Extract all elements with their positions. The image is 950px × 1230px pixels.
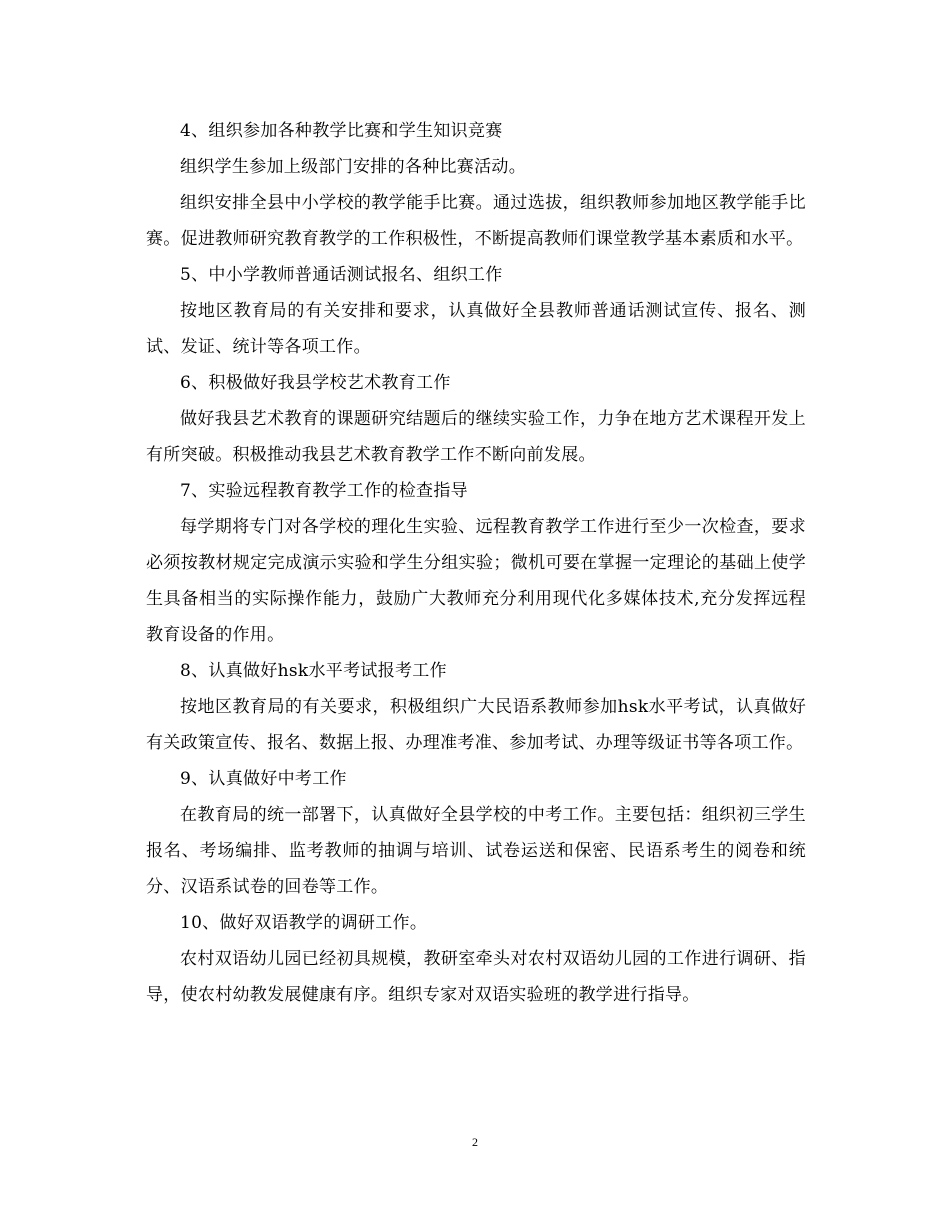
page-number: 2 — [472, 1135, 478, 1149]
paragraph: 按地区教育局的有关要求，积极组织广大民语系教师参加hsk水平考试，认真做好有关政策宣传、报名、数据上报、办理准考准、参加考试、办理等级证书等各项工作。 — [146, 697, 806, 753]
paragraph: 在教育局的统一部署下，认真做好全县学校的中考工作。主要包括：组织初三学生报名、考场编排、监考教师的抽调与培训、试卷运送和保密、民语系考生的阅卷和统分、汉语系试卷的回卷等工作。 — [146, 805, 806, 897]
document-body — [146, 113, 806, 1013]
paragraph: 按地区教育局的有关安排和要求，认真做好全县教师普通话测试宣传、报名、测试、发证、统计等各项工作。 — [146, 301, 806, 357]
paragraph: 做好我县艺术教育的课题研究结题后的继续实验工作，力争在地方艺术课程开发上有所突破。积极推动我县艺术教育教学工作不断向前发展。 — [146, 409, 806, 465]
paragraph: 每学期将专门对各学校的理化生实验、远程教育教学工作进行至少一次检查，要求必须按教材规定完成演示实验和学生分组实验；微机可要在掌握一定理论的基础上使学生具备相当的实际操作能力，鼓励广大教师充分利用现代化多媒体技术,充分发挥远程教育设备的作用。 — [146, 517, 806, 645]
paragraph-heading-8: 8、认真做好hsk水平考试报考工作 — [180, 661, 447, 681]
paragraph: 农村双语幼儿园已经初具规模，教研室牵头对农村双语幼儿园的工作进行调研、指导，使农村幼教发展健康有序。组织专家对双语实验班的教学进行指导。 — [146, 949, 806, 1005]
paragraph-heading-4: 4、组织参加各种教学比赛和学生知识竞赛 — [180, 121, 503, 141]
paragraph: 组织安排全县中小学校的教学能手比赛。通过选拔，组织教师参加地区教学能手比赛。促进教师研究教育教学的工作积极性，不断提高教师们课堂教学基本素质和水平。 — [146, 193, 806, 249]
paragraph-heading-10: 10、做好双语教学的调研工作。 — [180, 913, 428, 933]
paragraph: 组织学生参加上级部门安排的各种比赛活动。 — [180, 157, 526, 177]
paragraph-heading-6: 6、积极做好我县学校艺术教育工作 — [180, 373, 451, 393]
paragraph-heading-9: 9、认真做好中考工作 — [180, 769, 347, 789]
paragraph-heading-5: 5、中小学教师普通话测试报名、组织工作 — [180, 265, 503, 285]
paragraph-heading-7: 7、实验远程教育教学工作的检查指导 — [180, 481, 468, 501]
